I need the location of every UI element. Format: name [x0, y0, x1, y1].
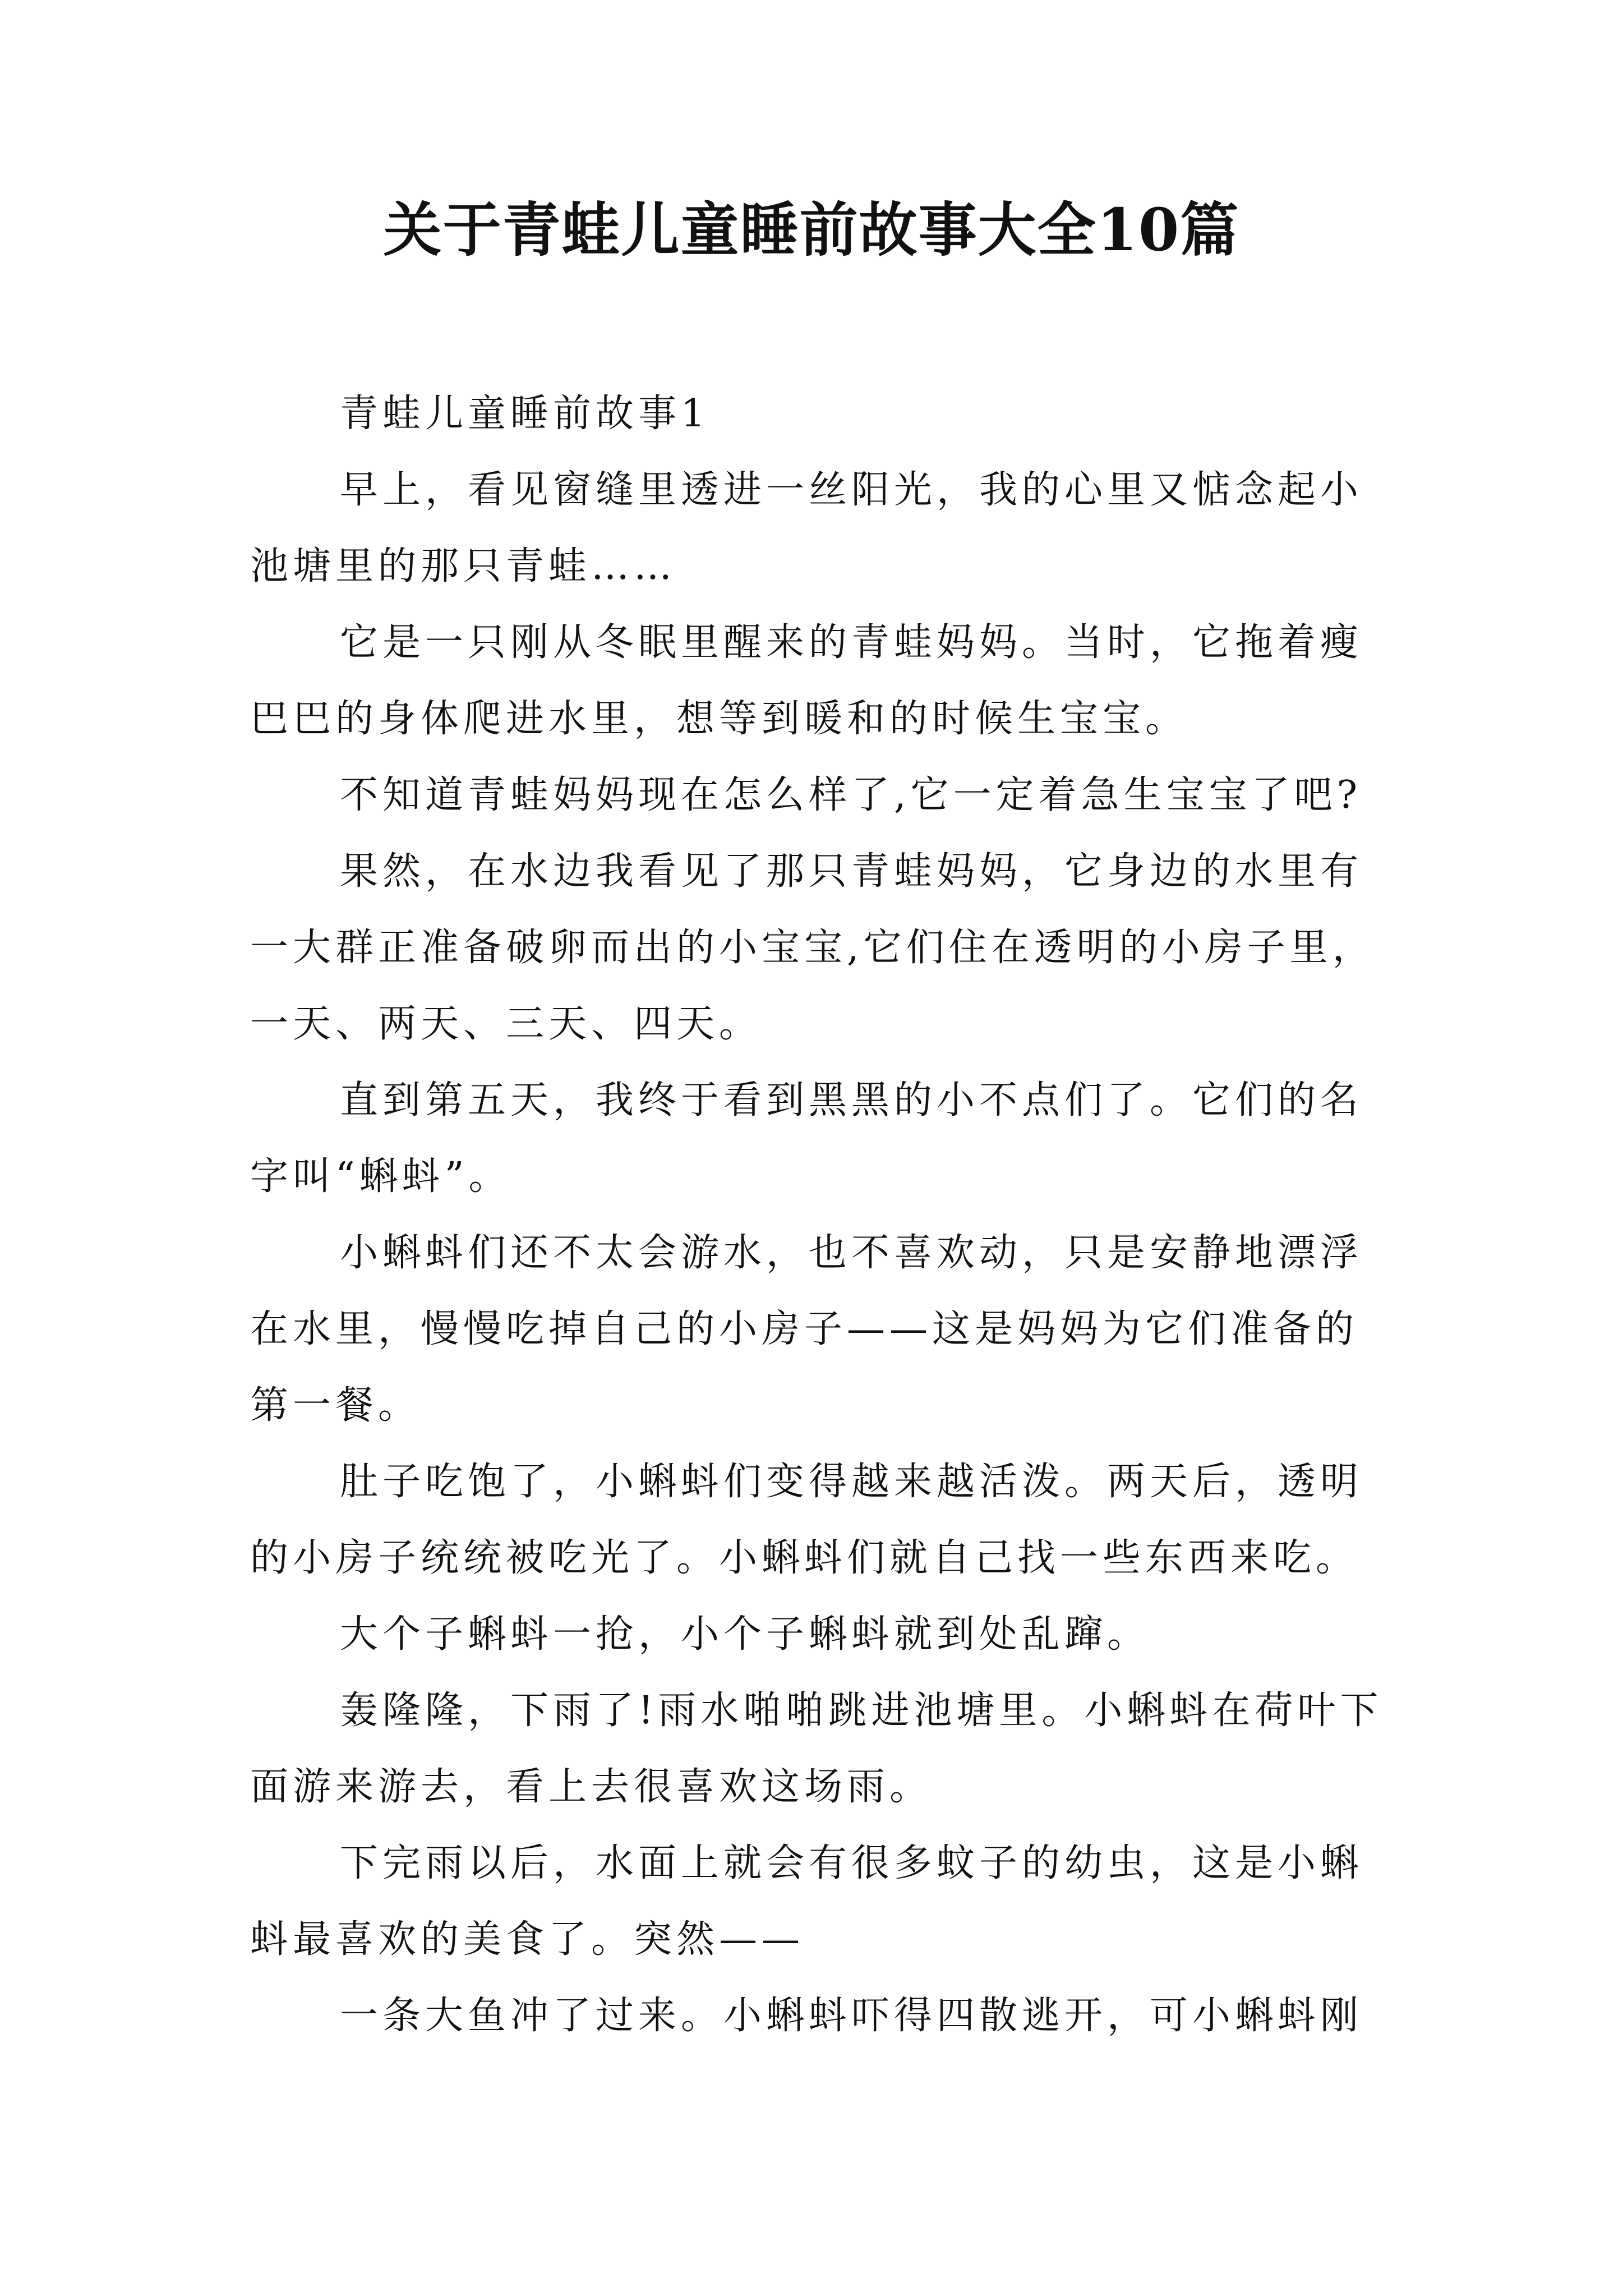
paragraph: 它是一只刚从冬眠里醒来的青蛙妈妈。当时，它拖着瘦巴巴的身体爬进水里，想等到暖和的时候生宝宝。: [250, 620, 1363, 741]
paragraph: 下完雨以后，水面上就会有很多蚊子的幼虫，这是小蝌蚪最喜欢的美食了。突然——: [250, 1841, 1363, 1962]
paragraph: 直到第五天，我终于看到黑黑的小不点们了。它们的名字叫“蝌蚪”。: [250, 1078, 1363, 1199]
document-title: 关于青蛙儿童睡前故事大全10篇: [383, 195, 1240, 264]
paragraph: 肚子吃饱了，小蝌蚪们变得越来越活泼。两天后，透明的小房子统统被吃光了。小蝌蚪们就自己找一些东西来吃。: [250, 1460, 1363, 1580]
paragraph: 果然，在水边我看见了那只青蛙妈妈，它身边的水里有一大群正准备破卵而出的小宝宝,它们住在透明的小房子里，一天、两天、三天、四天。: [250, 849, 1375, 1046]
paragraph: 轰隆隆，下雨了!雨水啪啪跳进池塘里。小蝌蚪在荷叶下面游来游去，看上去很喜欢这场雨。: [250, 1688, 1383, 1809]
paragraph: 小蝌蚪们还不太会游水，也不喜欢动，只是安静地漂浮在水里，慢慢吃掉自己的小房子——这是妈妈为它们准备的第一餐。: [250, 1231, 1363, 1428]
paragraph: 大个子蝌蚪一抢，小个子蝌蚪就到处乱蹿。: [340, 1612, 1150, 1657]
paragraph: 早上，看见窗缝里透进一丝阳光，我的心里又惦念起小池塘里的那只青蛙……: [250, 468, 1363, 588]
paragraph: 一条大鱼冲了过来。小蝌蚪吓得四散逃开，可小蝌蚪刚: [340, 1994, 1363, 2038]
paragraph-story-heading: 青蛙儿童睡前故事1: [340, 392, 710, 436]
paragraph: 不知道青蛙妈妈现在怎么样了,它一定着急生宝宝了吧?: [340, 773, 1362, 817]
document-body: [250, 376, 1394, 2054]
